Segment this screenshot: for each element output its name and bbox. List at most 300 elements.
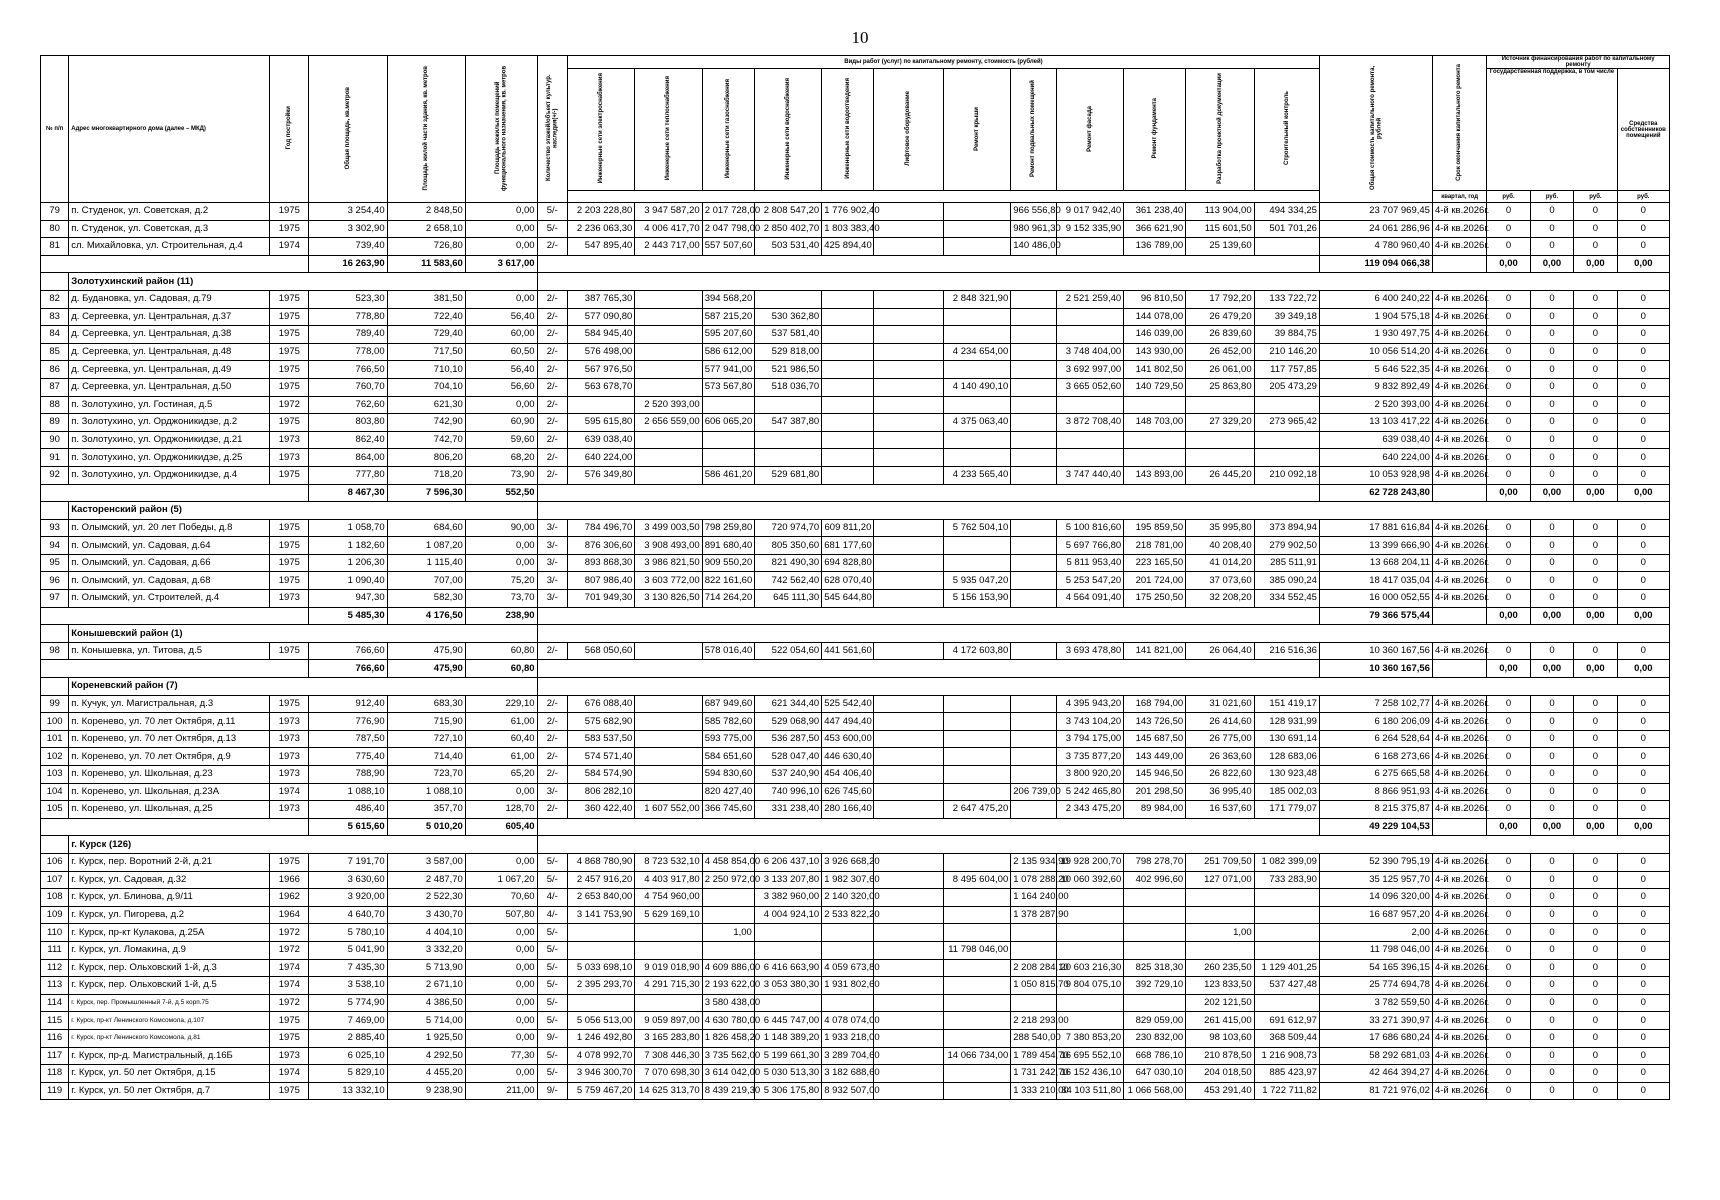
row-work-cost (1186, 941, 1254, 959)
row-living-area: 4 386,50 (387, 994, 465, 1012)
row-work-cost: 145 946,50 (1124, 766, 1186, 784)
row-number: 96 (41, 572, 69, 590)
row-work-cost (754, 994, 821, 1012)
row-fund-value: 0 (1530, 414, 1573, 432)
row-work-cost (1254, 431, 1319, 449)
row-work-cost: 2 017 728,00 (702, 203, 754, 221)
row-work-cost: 3 747 440,40 (1056, 466, 1123, 484)
row-year: 1973 (270, 1047, 309, 1065)
row-fund-value: 0 (1617, 941, 1669, 959)
row-year: 1975 (270, 642, 309, 660)
row-work-cost: 261 415,00 (1186, 1012, 1254, 1030)
row-work-cost (943, 730, 1010, 748)
row-work-cost (1124, 431, 1186, 449)
row-address: п. Золотухино, ул. Орджоникидзе, д.21 (69, 431, 270, 449)
row-work-cost (1011, 941, 1057, 959)
header-fund-owners: Средства собственников помещений (1617, 69, 1669, 191)
row-deadline: 4-й кв.2026г. (1432, 871, 1486, 889)
table-row (41, 343, 1670, 361)
row-work-cost (635, 361, 702, 379)
row-work-cost: 4 078 992,70 (567, 1047, 634, 1065)
row-total-cost: 2,00 (1319, 924, 1432, 942)
row-fund-value: 0 (1574, 713, 1617, 731)
row-work-cost: 5 629 169,10 (635, 906, 702, 924)
row-fund-value: 0 (1617, 713, 1669, 731)
row-work-cost: 1 931 802,60 (822, 977, 874, 995)
row-address: п. Коренево, ул. 70 лет Октября, д.13 (69, 730, 270, 748)
row-total-cost: 14 096 320,00 (1319, 889, 1432, 907)
row-work-cost: 676 088,40 (567, 695, 634, 713)
row-work-cost (822, 924, 874, 942)
subtotal-fund-value: 0,00 (1617, 660, 1669, 678)
row-fund-value: 0 (1530, 308, 1573, 326)
row-work-cost: 3 182 688,60 (822, 1065, 874, 1083)
row-work-cost: 360 422,40 (567, 801, 634, 819)
row-address: г. Курск, ул. 50 лет Октября, д.7 (69, 1082, 270, 1100)
row-work-cost: 20 603 216,30 (1056, 959, 1123, 977)
row-work-cost: 9 059 897,00 (635, 1012, 702, 1030)
row-address: г. Курск, ул. Пигорева, д.2 (69, 906, 270, 924)
row-fund-value: 0 (1574, 414, 1617, 432)
row-work-cost (635, 431, 702, 449)
row-floors: 2/- (537, 748, 567, 766)
row-work-cost (874, 590, 944, 608)
row-work-cost (822, 431, 874, 449)
row-total-cost: 10 056 514,20 (1319, 343, 1432, 361)
row-work-cost (1056, 449, 1123, 467)
row-work-cost (635, 695, 702, 713)
row-work-cost (874, 783, 944, 801)
row-address: п. Золотухино, ул. Орджоникидзе, д.25 (69, 449, 270, 467)
row-work-cost (943, 326, 1010, 344)
row-fund-value: 0 (1617, 1047, 1669, 1065)
row-address: п. Олымский, ул. Строителей, д.4 (69, 590, 270, 608)
row-work-cost (1056, 941, 1123, 959)
row-deadline: 4-й кв.2026г. (1432, 220, 1486, 238)
row-floors: 2/- (537, 326, 567, 344)
header-address: Адрес многоквартирного дома (далее – МКД) (69, 56, 270, 203)
district-spacer (537, 836, 1669, 854)
row-total-cost: 1 904 575,18 (1319, 308, 1432, 326)
row-work-cost: 143 930,00 (1124, 343, 1186, 361)
row-work-cost: 3 872 708,40 (1056, 414, 1123, 432)
row-deadline: 4-й кв.2026г. (1432, 290, 1486, 308)
subtotal-row (41, 255, 1670, 273)
row-work-cost: 3 735 562,00 (702, 1047, 754, 1065)
row-work-cost: 6 206 437,10 (754, 853, 821, 871)
row-address: д. Сергеевка, ул. Центральная, д.38 (69, 326, 270, 344)
repair-register-table (40, 55, 1670, 1100)
header-deadline-unit: квартал, год (1432, 191, 1486, 203)
row-total-cost: 13 103 417,22 (1319, 414, 1432, 432)
row-nonres-area: 0,00 (465, 396, 537, 414)
row-work-cost: 144 078,00 (1124, 308, 1186, 326)
row-total-area: 788,90 (309, 766, 387, 784)
row-total-cost: 639 038,40 (1319, 431, 1432, 449)
row-work-cost: 146 039,00 (1124, 326, 1186, 344)
row-fund-value: 0 (1487, 748, 1530, 766)
row-floors: 3/- (537, 554, 567, 572)
row-fund-value: 0 (1574, 554, 1617, 572)
row-work-cost (943, 906, 1010, 924)
row-nonres-area: 0,00 (465, 924, 537, 942)
row-work-cost: 392 729,10 (1124, 977, 1186, 995)
row-fund-value: 0 (1530, 695, 1573, 713)
row-work-cost: 647 030,10 (1124, 1065, 1186, 1083)
subtotal-spacer (41, 607, 309, 625)
header-work-9: Ремонт фасада (1056, 69, 1123, 191)
row-work-cost: 26 414,60 (1186, 713, 1254, 731)
row-work-cost: 19 928 200,70 (1056, 853, 1123, 871)
row-work-cost: 521 986,50 (754, 361, 821, 379)
subtotal-fund-value: 0,00 (1487, 660, 1530, 678)
row-work-cost: 503 531,40 (754, 238, 821, 256)
subtotal-spacer (537, 660, 1319, 678)
row-work-cost: 27 329,20 (1186, 414, 1254, 432)
row-work-cost: 530 362,80 (754, 308, 821, 326)
row-work-cost: 2 250 972,00 (702, 871, 754, 889)
row-number: 110 (41, 924, 69, 942)
row-work-cost (1011, 519, 1057, 537)
row-year: 1973 (270, 730, 309, 748)
row-fund-value: 0 (1617, 554, 1669, 572)
row-work-cost: 587 215,20 (702, 308, 754, 326)
row-year: 1975 (270, 537, 309, 555)
row-total-area: 3 254,40 (309, 203, 387, 221)
subtotal-nonres: 605,40 (465, 818, 537, 836)
row-work-cost (1124, 994, 1186, 1012)
row-work-cost: 575 682,90 (567, 713, 634, 731)
row-fund-value: 0 (1487, 977, 1530, 995)
row-work-cost: 1 789 454,70 (1011, 1047, 1057, 1065)
row-total-cost: 6 180 206,09 (1319, 713, 1432, 731)
table-row (41, 906, 1670, 924)
subtotal-fund-value: 0,00 (1617, 255, 1669, 273)
row-fund-value: 0 (1617, 220, 1669, 238)
row-work-cost (943, 554, 1010, 572)
row-nonres-area: 0,00 (465, 290, 537, 308)
row-work-cost (1011, 748, 1057, 766)
row-work-cost: 402 996,60 (1124, 871, 1186, 889)
subtotal-living: 7 596,30 (387, 484, 465, 502)
row-work-cost (943, 889, 1010, 907)
row-address: п. Коренево, ул. Школьная, д.25 (69, 801, 270, 819)
row-living-area: 710,10 (387, 361, 465, 379)
row-work-cost (874, 537, 944, 555)
table-row (41, 414, 1670, 432)
row-work-cost: 26 064,40 (1186, 642, 1254, 660)
subtotal-fund-value: 0,00 (1530, 660, 1573, 678)
row-work-cost: 331 238,40 (754, 801, 821, 819)
row-living-area: 582,30 (387, 590, 465, 608)
row-work-cost: 385 090,24 (1254, 572, 1319, 590)
row-work-cost: 373 894,94 (1254, 519, 1319, 537)
row-work-cost (1254, 238, 1319, 256)
row-work-cost (1011, 290, 1057, 308)
row-number: 84 (41, 326, 69, 344)
row-work-cost: 9 152 335,90 (1056, 220, 1123, 238)
row-number: 102 (41, 748, 69, 766)
row-nonres-area: 0,00 (465, 1065, 537, 1083)
row-work-cost (1124, 941, 1186, 959)
row-fund-value: 0 (1617, 642, 1669, 660)
header-nonres-area: Площадь нежилых помещений функционального назначения, кв. метров (465, 56, 537, 203)
table-row (41, 766, 1670, 784)
table-row (41, 941, 1670, 959)
row-address: п. Кучук, ул. Магистральная, д.3 (69, 695, 270, 713)
row-address: г. Курск, пр-кт Ленинского Комсомола, д.107 (69, 1012, 270, 1030)
row-fund-value: 0 (1574, 590, 1617, 608)
header-work-3: Инженерные сети газоснабжения (702, 69, 754, 191)
row-work-cost: 394 568,20 (702, 290, 754, 308)
row-work-cost: 447 494,40 (822, 713, 874, 731)
row-fund-value: 0 (1530, 871, 1573, 889)
row-work-cost: 98 103,60 (1186, 1029, 1254, 1047)
row-work-cost: 3 130 826,50 (635, 590, 702, 608)
row-work-cost (874, 695, 944, 713)
row-work-cost: 26 452,00 (1186, 343, 1254, 361)
row-fund-value: 0 (1530, 783, 1573, 801)
row-work-cost (1124, 396, 1186, 414)
district-header-row (41, 502, 1670, 520)
row-fund-value: 0 (1487, 1029, 1530, 1047)
row-work-cost: 223 165,50 (1124, 554, 1186, 572)
row-work-cost: 128 931,99 (1254, 713, 1319, 731)
row-work-cost (943, 994, 1010, 1012)
subtotal-spacer (537, 607, 1319, 625)
subtotal-fund-value: 0,00 (1617, 484, 1669, 502)
row-work-cost (635, 748, 702, 766)
row-fund-value: 0 (1530, 924, 1573, 942)
row-fund-value: 0 (1487, 730, 1530, 748)
row-year: 1966 (270, 871, 309, 889)
row-total-cost: 6 275 665,58 (1319, 766, 1432, 784)
row-total-area: 3 920,00 (309, 889, 387, 907)
row-year: 1975 (270, 1082, 309, 1100)
row-number: 108 (41, 889, 69, 907)
row-total-cost: 11 798 046,00 (1319, 941, 1432, 959)
row-total-area: 3 302,90 (309, 220, 387, 238)
row-fund-value: 0 (1617, 290, 1669, 308)
row-fund-value: 0 (1530, 766, 1573, 784)
row-number: 81 (41, 238, 69, 256)
row-total-area: 1 090,40 (309, 572, 387, 590)
row-number: 83 (41, 308, 69, 326)
row-work-cost (567, 924, 634, 942)
row-floors: 3/- (537, 537, 567, 555)
row-work-cost: 3 499 003,50 (635, 519, 702, 537)
row-floors: 4/- (537, 906, 567, 924)
row-year: 1975 (270, 519, 309, 537)
row-fund-value: 0 (1530, 642, 1573, 660)
row-deadline: 4-й кв.2026г. (1432, 361, 1486, 379)
row-work-cost (874, 519, 944, 537)
row-living-area: 729,40 (387, 326, 465, 344)
row-work-cost (635, 449, 702, 467)
row-work-cost: 4 395 943,20 (1056, 695, 1123, 713)
subtotal-spacer (537, 818, 1319, 836)
row-work-cost: 26 061,00 (1186, 361, 1254, 379)
row-fund-value: 0 (1487, 871, 1530, 889)
row-fund-value: 0 (1487, 924, 1530, 942)
row-work-cost: 40 208,40 (1186, 537, 1254, 555)
row-living-area: 3 332,20 (387, 941, 465, 959)
row-work-cost: 14 066 734,00 (943, 1047, 1010, 1065)
row-total-cost: 10 053 928,98 (1319, 466, 1432, 484)
row-fund-value: 0 (1487, 1065, 1530, 1083)
row-deadline: 4-й кв.2026г. (1432, 1065, 1486, 1083)
row-deadline: 4-й кв.2026г. (1432, 853, 1486, 871)
row-work-cost: 3 735 877,20 (1056, 748, 1123, 766)
row-work-cost: 714 264,20 (702, 590, 754, 608)
row-work-cost: 31 021,60 (1186, 695, 1254, 713)
subtotal-fund-value: 0,00 (1574, 818, 1617, 836)
row-work-cost (754, 924, 821, 942)
subtotal-total: 119 094 066,38 (1319, 255, 1432, 273)
row-work-cost: 885 423,97 (1254, 1065, 1319, 1083)
row-work-cost (874, 853, 944, 871)
row-total-area: 778,80 (309, 308, 387, 326)
row-year: 1974 (270, 238, 309, 256)
table-row (41, 361, 1670, 379)
row-work-cost: 8 439 219,30 (702, 1082, 754, 1100)
row-year: 1973 (270, 449, 309, 467)
row-total-cost: 2 520 393,00 (1319, 396, 1432, 414)
row-work-cost (943, 537, 1010, 555)
row-total-cost: 5 646 522,35 (1319, 361, 1432, 379)
row-fund-value: 0 (1617, 203, 1669, 221)
row-work-cost: 577 090,80 (567, 308, 634, 326)
row-fund-value: 0 (1574, 1082, 1617, 1100)
row-work-cost: 26 363,60 (1186, 748, 1254, 766)
district-header-row (41, 273, 1670, 291)
row-number: 107 (41, 871, 69, 889)
row-work-cost: 825 318,30 (1124, 959, 1186, 977)
row-fund-value: 0 (1574, 238, 1617, 256)
row-fund-value: 0 (1574, 326, 1617, 344)
row-total-area: 3 630,60 (309, 871, 387, 889)
row-work-cost (943, 308, 1010, 326)
row-work-cost (822, 449, 874, 467)
district-name: Касторенский район (5) (69, 502, 537, 520)
row-number: 117 (41, 1047, 69, 1065)
row-living-area: 4 455,20 (387, 1065, 465, 1083)
row-fund-value: 0 (1617, 906, 1669, 924)
row-work-cost (1254, 889, 1319, 907)
row-work-cost (567, 941, 634, 959)
row-address: г. Курск, пер. Воротний 2-й, д.21 (69, 853, 270, 871)
row-fund-value: 0 (1487, 590, 1530, 608)
row-year: 1962 (270, 889, 309, 907)
row-work-cost: 3 926 668,20 (822, 853, 874, 871)
row-work-cost: 585 782,60 (702, 713, 754, 731)
row-fund-value: 0 (1487, 449, 1530, 467)
row-work-cost: 742 562,40 (754, 572, 821, 590)
row-work-cost (1186, 449, 1254, 467)
row-year: 1975 (270, 343, 309, 361)
row-number: 99 (41, 695, 69, 713)
row-work-cost: 136 789,00 (1124, 238, 1186, 256)
subtotal-nonres: 552,50 (465, 484, 537, 502)
row-fund-value: 0 (1530, 1065, 1573, 1083)
row-work-cost: 453 291,40 (1186, 1082, 1254, 1100)
row-work-cost: 822 161,60 (702, 572, 754, 590)
row-address: п. Олымский, ул. Садовая, д.68 (69, 572, 270, 590)
row-number: 79 (41, 203, 69, 221)
row-work-cost: 573 567,80 (702, 378, 754, 396)
row-work-cost: 26 775,00 (1186, 730, 1254, 748)
row-nonres-area: 229,10 (465, 695, 537, 713)
subtotal-row (41, 484, 1670, 502)
row-work-cost (874, 326, 944, 344)
row-work-cost: 1 333 210,00 (1011, 1082, 1057, 1100)
district-spacer (537, 678, 1669, 696)
row-work-cost: 25 863,80 (1186, 378, 1254, 396)
row-year: 1975 (270, 290, 309, 308)
table-row (41, 1047, 1670, 1065)
row-work-cost (635, 326, 702, 344)
row-living-area: 1 088,10 (387, 783, 465, 801)
row-work-cost (943, 220, 1010, 238)
row-work-cost (943, 1065, 1010, 1083)
row-work-cost: 5 156 153,90 (943, 590, 1010, 608)
row-work-cost: 594 830,60 (702, 766, 754, 784)
row-work-cost: 133 722,72 (1254, 290, 1319, 308)
row-work-cost: 821 490,30 (754, 554, 821, 572)
row-address: г. Курск, ул. 50 лет Октября, д.15 (69, 1065, 270, 1083)
row-year: 1974 (270, 783, 309, 801)
row-work-cost: 1 050 815,70 (1011, 977, 1057, 995)
row-work-cost: 1 378 287,90 (1011, 906, 1057, 924)
row-living-area: 704,10 (387, 378, 465, 396)
row-work-cost: 536 287,50 (754, 730, 821, 748)
row-work-cost: 4 291 715,30 (635, 977, 702, 995)
row-living-area: 1 115,40 (387, 554, 465, 572)
row-work-cost: 529 818,00 (754, 343, 821, 361)
table-row (41, 1065, 1670, 1083)
row-nonres-area: 56,60 (465, 378, 537, 396)
row-floors: 5/- (537, 1047, 567, 1065)
row-work-cost: 7 308 446,30 (635, 1047, 702, 1065)
row-floors: 3/- (537, 519, 567, 537)
row-work-cost: 4 172 603,80 (943, 642, 1010, 660)
district-spacer (41, 678, 69, 696)
row-fund-value: 0 (1487, 326, 1530, 344)
row-nonres-area: 0,00 (465, 1029, 537, 1047)
row-work-cost: 201 298,50 (1124, 783, 1186, 801)
row-deadline: 4-й кв.2026г. (1432, 414, 1486, 432)
row-work-cost: 2 520 393,00 (635, 396, 702, 414)
row-number: 112 (41, 959, 69, 977)
row-work-cost: 2 203 228,80 (567, 203, 634, 221)
row-fund-value: 0 (1530, 519, 1573, 537)
row-work-cost: 586 461,20 (702, 466, 754, 484)
row-work-cost: 34 103 511,80 (1056, 1082, 1123, 1100)
row-work-cost: 4 609 886,00 (702, 959, 754, 977)
row-work-cost (567, 994, 634, 1012)
row-deadline: 4-й кв.2026г. (1432, 994, 1486, 1012)
row-address: д. Сергеевка, ул. Центральная, д.50 (69, 378, 270, 396)
row-total-area: 1 088,10 (309, 783, 387, 801)
row-work-cost: 2 443 717,00 (635, 238, 702, 256)
header-floors: Количество этажей/объект культур. наследия(+/-) (537, 56, 567, 203)
row-nonres-area: 128,70 (465, 801, 537, 819)
row-address: г. Курск, пр-кт Ленинского Комсомола, д.81 (69, 1029, 270, 1047)
row-nonres-area: 60,50 (465, 343, 537, 361)
district-header-row (41, 836, 1670, 854)
subtotal-fund-value: 0,00 (1530, 607, 1573, 625)
row-living-area: 2 487,70 (387, 871, 465, 889)
